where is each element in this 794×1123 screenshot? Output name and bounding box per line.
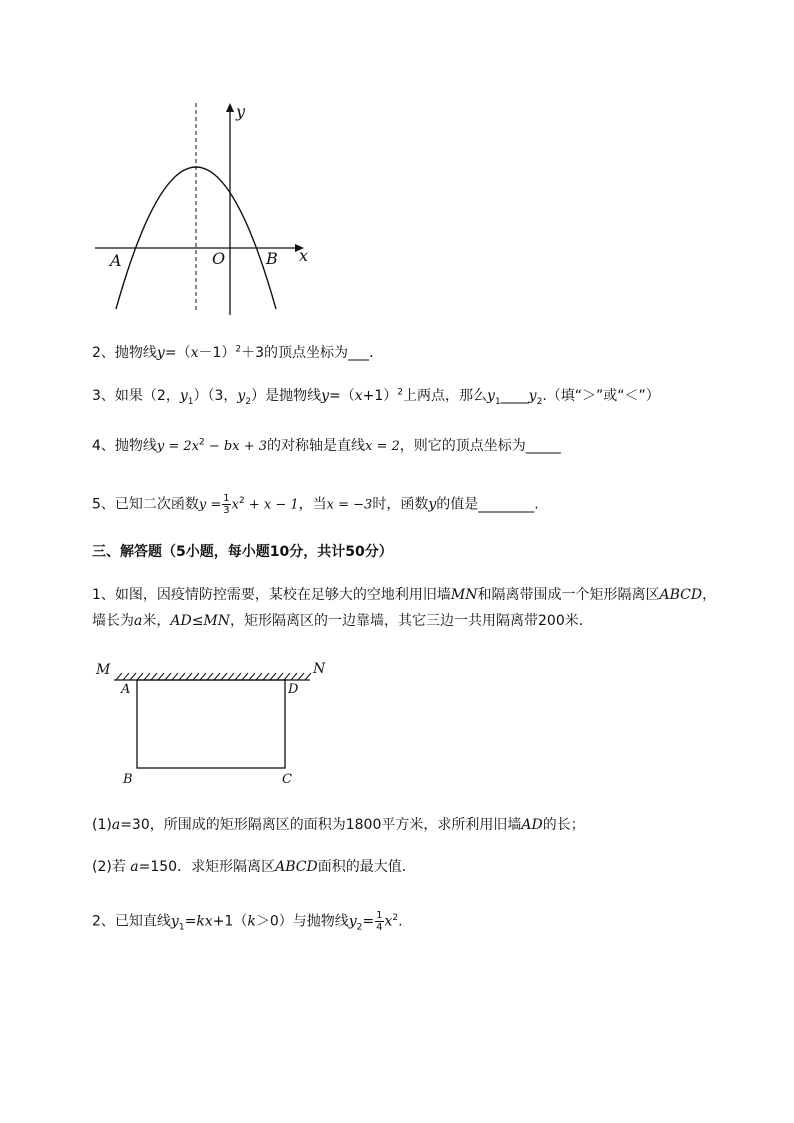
- sub1-text: =30，所围成的矩形隔离区的面积为1800平方米，求所利用旧墙: [120, 817, 522, 833]
- q3-b: y: [528, 388, 537, 404]
- q3-sub1: 1: [187, 396, 194, 407]
- question-number: 5、: [92, 496, 115, 513]
- question-2: [92, 343, 383, 363]
- q3-square: 2: [397, 387, 404, 398]
- label-m: M: [96, 662, 111, 678]
- q2-eq: =（: [164, 345, 191, 361]
- q5-cond: x = −3: [326, 497, 373, 513]
- question-5: [92, 493, 539, 516]
- fraction-denominator: 3: [223, 505, 230, 516]
- fraction-denominator: 4: [376, 922, 383, 933]
- p2-kx: kx: [196, 913, 213, 930]
- parabola-figure: [90, 95, 320, 315]
- q5-y: y: [428, 496, 437, 513]
- q2-end: ．: [369, 345, 384, 361]
- p2-eq1: =: [184, 913, 197, 930]
- p1-a: a: [134, 613, 143, 629]
- question-3: [92, 386, 660, 406]
- sub2-text: =150．求矩形隔离区: [138, 859, 276, 875]
- fraction-one-third: [222, 493, 230, 516]
- problem-1-line-2: [92, 611, 593, 631]
- answer-blank: ___: [348, 345, 370, 361]
- q5-tail: 的值是: [436, 496, 479, 513]
- label-n: N: [313, 661, 326, 677]
- sub2-abcd: ABCD: [275, 859, 318, 875]
- origin-label: O: [212, 249, 226, 268]
- q3-x: x: [354, 388, 363, 404]
- p2-cond: ＞0）与抛物线: [255, 913, 349, 930]
- x-axis-label: x: [299, 246, 309, 265]
- q4-square: 2: [199, 437, 205, 448]
- p2-x: x: [384, 913, 393, 930]
- p2-k: k: [247, 913, 256, 930]
- q3-rest: +1）: [362, 388, 398, 404]
- sub2-pre: (2)若: [92, 859, 131, 875]
- p1-text-d: 墙长为: [92, 613, 134, 629]
- answer-blank: ________: [478, 496, 535, 513]
- q4-pre: 抛物线: [114, 438, 157, 454]
- sub1-tail: 的长；: [542, 817, 585, 833]
- answer-blank: ____: [500, 388, 529, 404]
- q4-expr: y = 2x: [156, 439, 200, 454]
- fraction-one-quarter: [375, 910, 383, 933]
- y-axis-label: y: [236, 102, 246, 121]
- q3-eq: =（: [329, 388, 355, 404]
- q3-a-sub: 1: [494, 396, 501, 407]
- rectangle-figure: [92, 656, 332, 786]
- p2-square: 2: [392, 912, 399, 923]
- sub1-a: a: [111, 817, 121, 833]
- p2-y2: y: [348, 913, 357, 930]
- p2-eq2: =: [362, 913, 375, 930]
- p1-text-e: 米，: [142, 613, 171, 629]
- problem-1-line-1: [92, 585, 716, 605]
- q3-y: y: [321, 388, 329, 404]
- q4-mid: 的对称轴是直线: [267, 438, 366, 454]
- sub-question-2: [92, 857, 416, 877]
- q3-mid: ）（3，: [193, 388, 238, 404]
- q2-rest: －1）: [198, 345, 236, 361]
- q5-mid: ，当: [298, 496, 327, 513]
- q5-rest: + x − 1: [244, 497, 299, 513]
- q3-y2: y: [237, 388, 246, 404]
- label-c: C: [282, 772, 292, 786]
- section-heading: 三、解答题（5小题，每小题10分，共计50分）: [92, 544, 393, 560]
- p2-end: .: [398, 913, 403, 930]
- point-a-label: A: [110, 251, 122, 270]
- question-number: 4、: [92, 438, 115, 454]
- q5-pre: 已知二次函数: [114, 496, 199, 513]
- q2-square: 2: [235, 344, 242, 355]
- q4-line: x = 2: [365, 439, 400, 454]
- q3-y1: y: [179, 388, 188, 404]
- q3-mid2: ）是抛物线: [251, 388, 322, 404]
- q3-tail: .（填“＞”或“＜”）: [542, 388, 660, 404]
- question-number: 3、: [92, 388, 115, 404]
- question-4: [92, 436, 561, 457]
- q4-tail: ，则它的顶点坐标为: [399, 438, 526, 454]
- isolation-rectangle: [137, 680, 285, 768]
- q5-mid2: 时，函数: [372, 496, 429, 513]
- q3-a: y: [487, 388, 495, 404]
- p2-rest: +1（: [212, 913, 248, 930]
- sub-question-1: [92, 815, 585, 835]
- problem-2: [92, 910, 403, 933]
- q3-b-sub: 2: [536, 396, 543, 407]
- sub1-pre: (1): [92, 817, 112, 833]
- q5-square: 2: [239, 495, 245, 506]
- q2-text: ＋3的顶点坐标为: [241, 345, 349, 361]
- answer-blank: _____: [525, 438, 561, 454]
- label-b: B: [123, 772, 133, 786]
- p2-pre: 2、已知直线: [92, 913, 171, 930]
- p1-mn: MN: [450, 587, 478, 603]
- q5-x: x: [231, 497, 240, 513]
- p1-cond: AD≤MN: [170, 613, 231, 629]
- fraction-numerator: 1: [223, 493, 230, 504]
- question-number: 2、: [92, 345, 115, 361]
- p2-sub1: 1: [178, 922, 185, 933]
- p2-sub2: 2: [356, 922, 363, 933]
- p1-text-a: 1、如图，因疫情防控需要，某校在足够大的空地利用旧墙: [92, 587, 451, 603]
- q2-y: y: [156, 345, 165, 361]
- label-d: D: [288, 682, 299, 697]
- q3-pre: 如果（2，: [114, 388, 180, 404]
- sub2-a: a: [130, 859, 139, 875]
- p1-text-c: ，: [702, 587, 717, 603]
- y-axis-arrow: [226, 103, 234, 112]
- p2-y1: y: [170, 913, 179, 930]
- q4-expr2: − bx + 3: [204, 439, 268, 454]
- point-b-label: B: [266, 249, 278, 268]
- q5-end: .: [534, 496, 539, 513]
- fraction-numerator: 1: [376, 910, 383, 921]
- p1-text-f: ，矩形隔离区的一边靠墙，其它三边一共用隔离带200米．: [230, 613, 593, 629]
- p1-abcd: ABCD: [659, 587, 703, 603]
- wall-hatching: [116, 673, 311, 680]
- p1-text-b: 和隔离带围成一个矩形隔离区: [477, 587, 660, 603]
- q3-sub2: 2: [245, 396, 252, 407]
- q3-rest2: 上两点，那么: [403, 388, 488, 404]
- sub2-tail: 面积的最大值．: [317, 859, 416, 875]
- sub1-ad: AD: [521, 817, 543, 833]
- q2-x: x: [190, 345, 199, 361]
- q2-pre: 抛物线: [114, 345, 157, 361]
- label-a: A: [121, 682, 131, 697]
- q5-lhs: y =: [198, 497, 222, 513]
